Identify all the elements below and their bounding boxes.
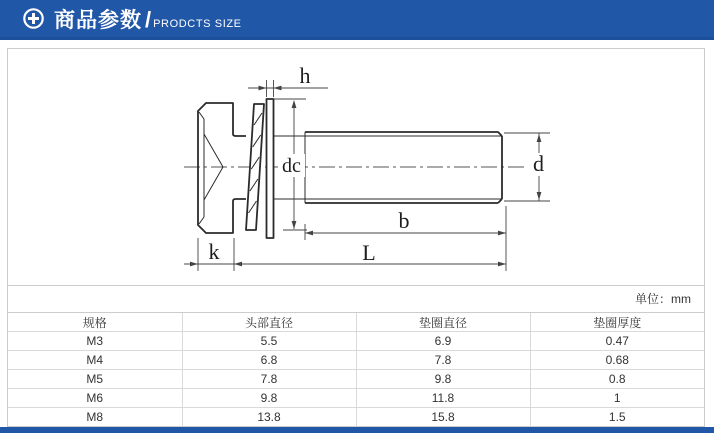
cell-washer-diameter: 6.9 [356,332,530,351]
cell-head-diameter: 9.8 [182,389,356,408]
hex-head [198,103,246,233]
spec-table [8,313,704,426]
cell-washer-diameter: 7.8 [356,351,530,370]
threaded-shaft [274,132,503,203]
col-header-washer-diameter: 垫圈直径 [356,313,530,332]
screw-diagram-svg [8,49,704,285]
unit-note: 单位：mm [8,286,704,313]
table-header-row [8,313,704,332]
cell-washer-thickness: 1.5 [530,408,704,427]
plus-circle-icon [22,7,45,30]
section-header [0,0,714,40]
cell-head-diameter: 6.8 [182,351,356,370]
cell-spec: M5 [8,370,182,389]
flat-washer [267,99,274,238]
cell-washer-thickness: 0.47 [530,332,704,351]
dim-label-dc: dc [282,155,301,177]
cell-washer-diameter: 11.8 [356,389,530,408]
table-row [8,351,704,370]
table-row [8,370,704,389]
content-frame [7,48,705,427]
page-subtitle: PRODCTS SIZE [153,17,242,30]
table-row [8,408,704,427]
cell-head-diameter: 7.8 [182,370,356,389]
col-header-spec: 规格 [8,313,182,332]
dimension-h [248,80,328,97]
cell-washer-thickness: 0.8 [530,370,704,389]
cell-head-diameter: 5.5 [182,332,356,351]
dim-label-k: k [208,239,220,264]
cell-washer-thickness: 1 [530,389,704,408]
cell-spec: M8 [8,408,182,427]
dim-label-b: b [398,208,410,233]
cell-washer-diameter: 9.8 [356,370,530,389]
cell-head-diameter: 13.8 [182,408,356,427]
dim-label-d: d [533,151,544,176]
col-header-washer-thickness: 垫圈厚度 [530,313,704,332]
table-row [8,389,704,408]
table-row [8,332,704,351]
screw-technical-drawing [8,49,704,286]
title-separator: / [145,6,152,32]
cell-spec: M6 [8,389,182,408]
dimension-L-and-k [184,238,506,271]
cell-washer-diameter: 15.8 [356,408,530,427]
page-title: 商品参数 [54,8,142,32]
cell-spec: M4 [8,351,182,370]
col-header-head-diameter: 头部直径 [182,313,356,332]
dim-label-L: L [362,240,376,265]
footer-accent-bar [0,427,714,433]
dim-label-h: h [299,63,311,88]
cell-washer-thickness: 0.68 [530,351,704,370]
cell-spec: M3 [8,332,182,351]
